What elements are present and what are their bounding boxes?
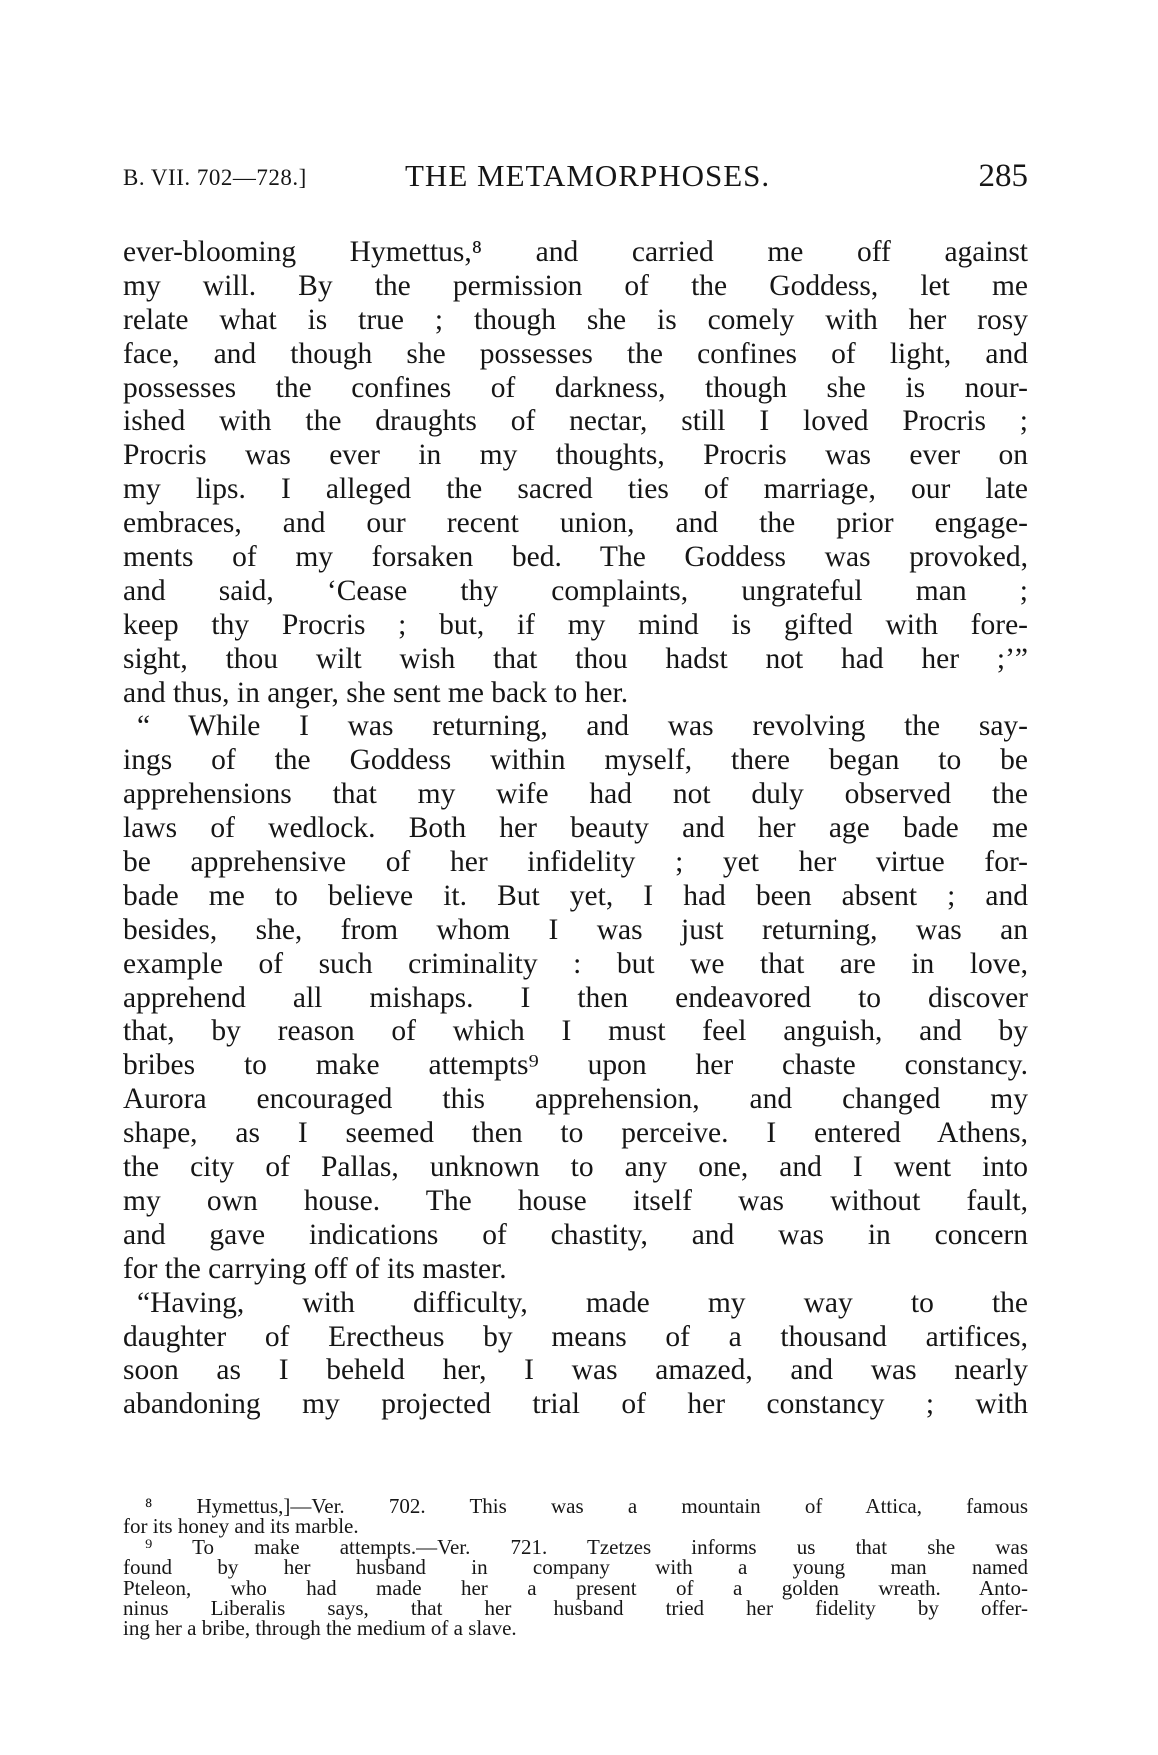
text-line: soon as I beheld her, I was amazed, and was nearly <box>123 1354 1028 1387</box>
page-number: 285 <box>978 158 1028 194</box>
text-line: daughter of Erectheus by means of a thousand artifices, <box>123 1320 1028 1353</box>
text-line: bade me to believe it. But yet, I had been absent ; and <box>123 879 1028 912</box>
text-line: shape, as I seemed then to perceive. I entered Athens, <box>123 1117 1028 1150</box>
text-line: face, and though she possesses the confines of light, and <box>123 337 1028 370</box>
text-line: besides, she, from whom I was just returning, was an <box>123 913 1028 946</box>
text-line: ished with the draughts of nectar, still I loved Procris ; <box>123 405 1028 438</box>
text-line: and thus, in anger, she sent me back to her. <box>123 676 629 709</box>
text-line: that, by reason of which I must feel anguish, and by <box>123 1015 1028 1048</box>
text-line: and gave indications of chastity, and was in concern <box>123 1218 1028 1251</box>
running-header <box>123 154 1028 198</box>
text-line: my will. By the permission of the Goddess, let me <box>123 269 1028 302</box>
text-line: for the carrying off of its master. <box>123 1252 507 1285</box>
text-line: ings of the Goddess within myself, there began to be <box>123 744 1028 777</box>
text-line: Aurora encouraged this apprehension, and changed my <box>123 1083 1028 1116</box>
footnote-line: for its honey and its marble. <box>123 1514 359 1539</box>
text-line: sight, thou wilt wish that thou hadst not had her ;’” <box>123 642 1028 675</box>
text-line: “Having, with difficulty, made my way to the <box>137 1286 1028 1319</box>
footnote-line: ⁹ To make attempts.—Ver. 721. Tzetzes informs us that she was <box>145 1534 1028 1559</box>
footnote-line: ninus Liberalis says, that her husband tried her fidelity by offer- <box>123 1595 1028 1620</box>
text-line: example of such criminality : but we that are in love, <box>123 947 1028 980</box>
body-text <box>123 236 1028 1422</box>
text-line: my lips. I alleged the sacred ties of marriage, our late <box>123 473 1028 506</box>
footnote-line: ⁸ Hymettus,]—Ver. 702. This was a mountain of Attica, famous <box>145 1494 1028 1518</box>
text-line: Procris was ever in my thoughts, Procris was ever on <box>123 439 1028 472</box>
running-title: THE METAMORPHOSES. <box>405 158 771 193</box>
text-line: “ While I was returning, and was revolving the say- <box>137 710 1028 743</box>
text-line: the city of Pallas, unknown to any one, and I went into <box>123 1151 1028 1184</box>
text-line: laws of wedlock. Both her beauty and her age bade me <box>123 812 1028 845</box>
footnote-line: found by her husband in company with a young man named <box>123 1555 1028 1580</box>
footnotes <box>123 1496 1028 1639</box>
text-line: embraces, and our recent union, and the prior engage- <box>123 507 1028 540</box>
chapter-reference: B. VII. 702—728.] <box>123 165 307 190</box>
text-line: possesses the confines of darkness, though she is nour- <box>123 371 1028 404</box>
text-line: apprehend all mishaps. I then endeavored to discover <box>123 981 1028 1014</box>
footnote-line: Pteleon, who had made her a present of a golden wreath. Anto- <box>123 1575 1028 1600</box>
text-line: bribes to make attempts⁹ upon her chaste constancy. <box>123 1049 1028 1082</box>
footnote-line: ing her a bribe, through the medium of a slave. <box>123 1616 517 1641</box>
text-line: be apprehensive of her infidelity ; yet her virtue for- <box>123 846 1028 879</box>
text-line: apprehensions that my wife had not duly observed the <box>123 778 1028 811</box>
text-line: and said, ‘Cease thy complaints, ungrateful man ; <box>123 574 1028 607</box>
text-line: abandoning my projected trial of her constancy ; with <box>123 1388 1028 1421</box>
text-line: relate what is true ; though she is comely with her rosy <box>123 303 1028 336</box>
text-line: ever-blooming Hymettus,⁸ and carried me off against <box>123 236 1028 268</box>
text-line: ments of my forsaken bed. The Goddess was provoked, <box>123 541 1028 574</box>
text-line: my own house. The house itself was without fault, <box>123 1184 1028 1217</box>
text-line: keep thy Procris ; but, if my mind is gifted with fore- <box>123 608 1028 641</box>
